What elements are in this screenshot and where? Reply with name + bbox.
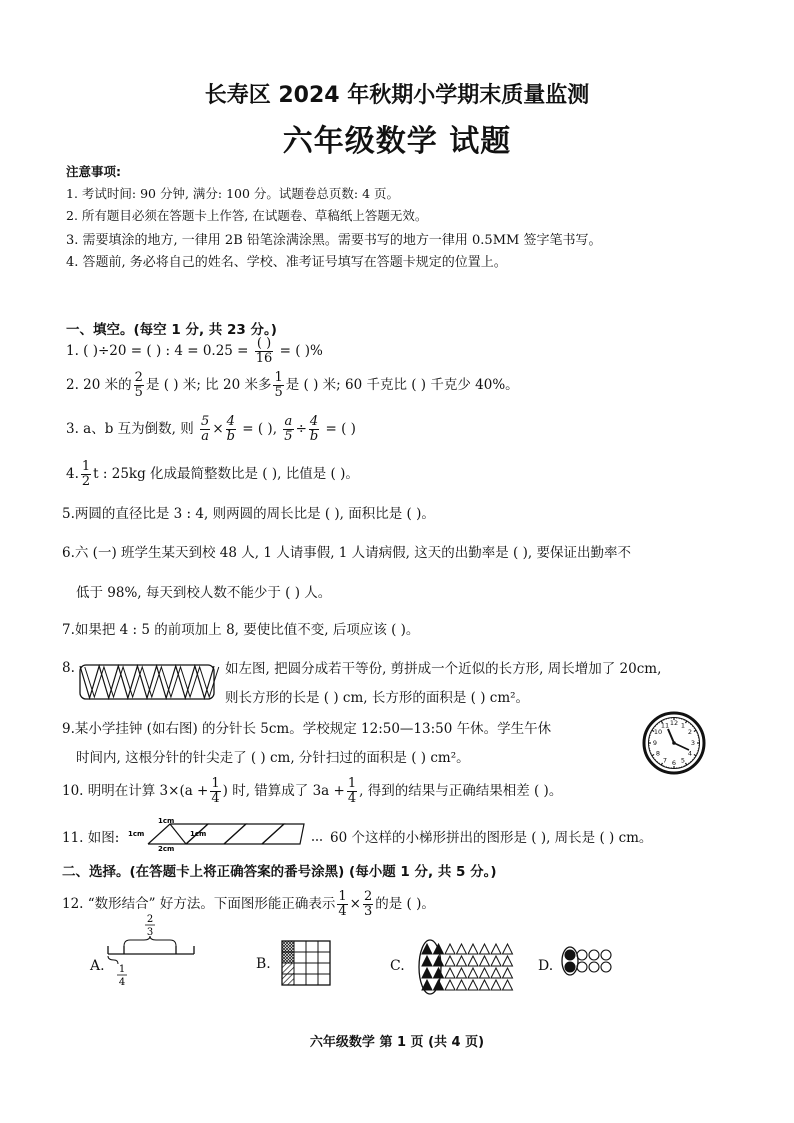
question-4: 4. $\frac{1}{2}$ t : 25kg 化成最简整数比是 ( ), 比值是 ( )。 — [66, 459, 359, 489]
svg-text:4: 4 — [687, 749, 693, 758]
svg-text:8: 8 — [655, 749, 661, 758]
svg-text:1: 1 — [680, 721, 686, 730]
option-a-figure[interactable] — [106, 910, 198, 990]
question-12: 12. “数形结合” 好方法。下面图形能正确表示 $\frac{1}{4}$ × $\frac{2}{3}$ 的是 ( )。 — [62, 889, 435, 919]
question-8-line-1: 如左图, 把圆分成若干等份, 剪拼成一个近似的长方形, 周长增加了 20cm, — [225, 661, 662, 677]
label-top-1cm: 1cm — [158, 817, 175, 825]
question-5: 5.两圆的直径比是 3 : 4, 则两圆的周长比是 ( ), 面积比是 ( )。 — [62, 506, 435, 522]
question-11-label: 11. 如图: — [62, 830, 120, 846]
question-9-line-2: 时间内, 这根分针的针尖走了 ( ) cm, 分针扫过的面积是 ( ) cm²。 — [76, 750, 470, 766]
svg-text:11: 11 — [660, 721, 670, 730]
section-1-heading: 一、填空。(每空 1 分, 共 23 分。) — [66, 322, 277, 338]
option-a-top-denominator: 3 — [146, 927, 154, 938]
trapezoid-chain-figure — [128, 816, 324, 853]
svg-text:2: 2 — [687, 728, 693, 736]
label-mid-1cm: 1cm — [190, 830, 207, 838]
wall-clock-figure — [642, 711, 706, 775]
notice-item-4: 4. 答题前, 务必将自己的姓名、学校、准考证号填写在答题卡规定的位置上。 — [66, 255, 507, 270]
question-9-line-1: 9.某小学挂钟 (如右图) 的分针长 5cm。学校规定 12:50—13:50 午休。学生午休 — [62, 721, 552, 737]
question-11-text: 60 个这样的小梯形拼出的图形是 ( ), 周长是 ( ) cm。 — [330, 830, 653, 846]
option-d-label[interactable]: D. — [538, 958, 554, 974]
question-1: 1. ( )÷20 = ( ) : 4 = 0.25 = $\frac{( )}{16}$ = ( )% — [66, 336, 323, 366]
exam-subtitle: 六年级数学 试题 — [282, 124, 512, 159]
page-footer: 六年级数学 第 1 页 (共 4 页) — [309, 1035, 485, 1050]
svg-text:10: 10 — [653, 728, 663, 736]
option-c-triangles-figure[interactable] — [408, 938, 514, 996]
section-2-heading: 二、选择。(在答题卡上将正确答案的番号涂黑) (每小题 1 分, 共 5 分。) — [62, 864, 497, 880]
question-8-line-2: 则长方形的长是 ( ) cm, 长方形的面积是 ( ) cm²。 — [225, 690, 530, 706]
question-8-number: 8. — [62, 660, 75, 676]
exam-title: 长寿区 2024 年秋期小学期末质量监测 — [204, 83, 590, 108]
circle-rearranged-rectangle-figure — [78, 662, 216, 702]
option-a-label[interactable]: A. — [90, 958, 105, 974]
option-d-circles-figure[interactable] — [561, 946, 621, 976]
question-6-line-2: 低于 98%, 每天到校人数不能少于 ( ) 人。 — [76, 585, 332, 601]
option-c-label[interactable]: C. — [390, 958, 405, 974]
label-left-1cm: 1cm — [128, 830, 145, 838]
svg-text:12: 12 — [669, 719, 679, 727]
option-a-bottom-denominator: 4 — [118, 977, 126, 988]
question-7: 7.如果把 4 : 5 的前项加上 8, 要使比值不变, 后项应该 ( )。 — [62, 622, 420, 638]
svg-text:5: 5 — [680, 756, 686, 765]
option-b-label[interactable]: B. — [256, 956, 271, 972]
notice-item-1: 1. 考试时间: 90 分钟, 满分: 100 分。试题卷总页数: 4 页。 — [66, 186, 400, 201]
svg-text:9: 9 — [652, 739, 658, 747]
svg-text:3: 3 — [690, 739, 696, 747]
svg-text:6: 6 — [671, 759, 677, 767]
option-a-bottom-numerator: 1 — [118, 964, 126, 975]
notice-item-3: 3. 需要填涂的地方, 一律用 2B 铅笔涂满涂黑。需要书写的地方一律用 0.5MM 签字笔书写。 — [66, 233, 602, 248]
notice-item-2: 2. 所有题目必须在答题卡上作答, 在试题卷、草稿纸上答题无效。 — [66, 208, 428, 223]
question-6-line-1: 6.六 (一) 班学生某天到校 48 人, 1 人请事假, 1 人请病假, 这天的出勤率是 ( ), 要保证出勤率不 — [62, 545, 631, 561]
notice-heading: 注意事项: — [66, 164, 121, 179]
question-10: 10. 明明在计算 3×(a + $\frac{1}{4}$ ) 时, 错算成了 3a + $\frac{1}{4}$ , 得到的结果与正确结果相差 ( )。 — [62, 776, 563, 806]
question-3: 3. a、b 互为倒数, 则 $\frac{5}{a}$ × $\frac{4}{b}$ = ( ), $\frac{a}{5}$ ÷ $\frac{4}{b}$ = ( ) — [66, 414, 356, 444]
svg-text:7: 7 — [662, 756, 668, 765]
question-2: 2. 20 米的 $\frac{2}{5}$ 是 ( ) 米; 比 20 米多 $\frac{1}{5}$ 是 ( ) 米; 60 千克比 ( ) 千克少 40%。 — [66, 370, 519, 400]
label-bottom-2cm: 2cm — [158, 845, 175, 853]
option-b-grid-figure[interactable] — [281, 940, 331, 986]
option-a-top-numerator: 2 — [146, 914, 154, 925]
